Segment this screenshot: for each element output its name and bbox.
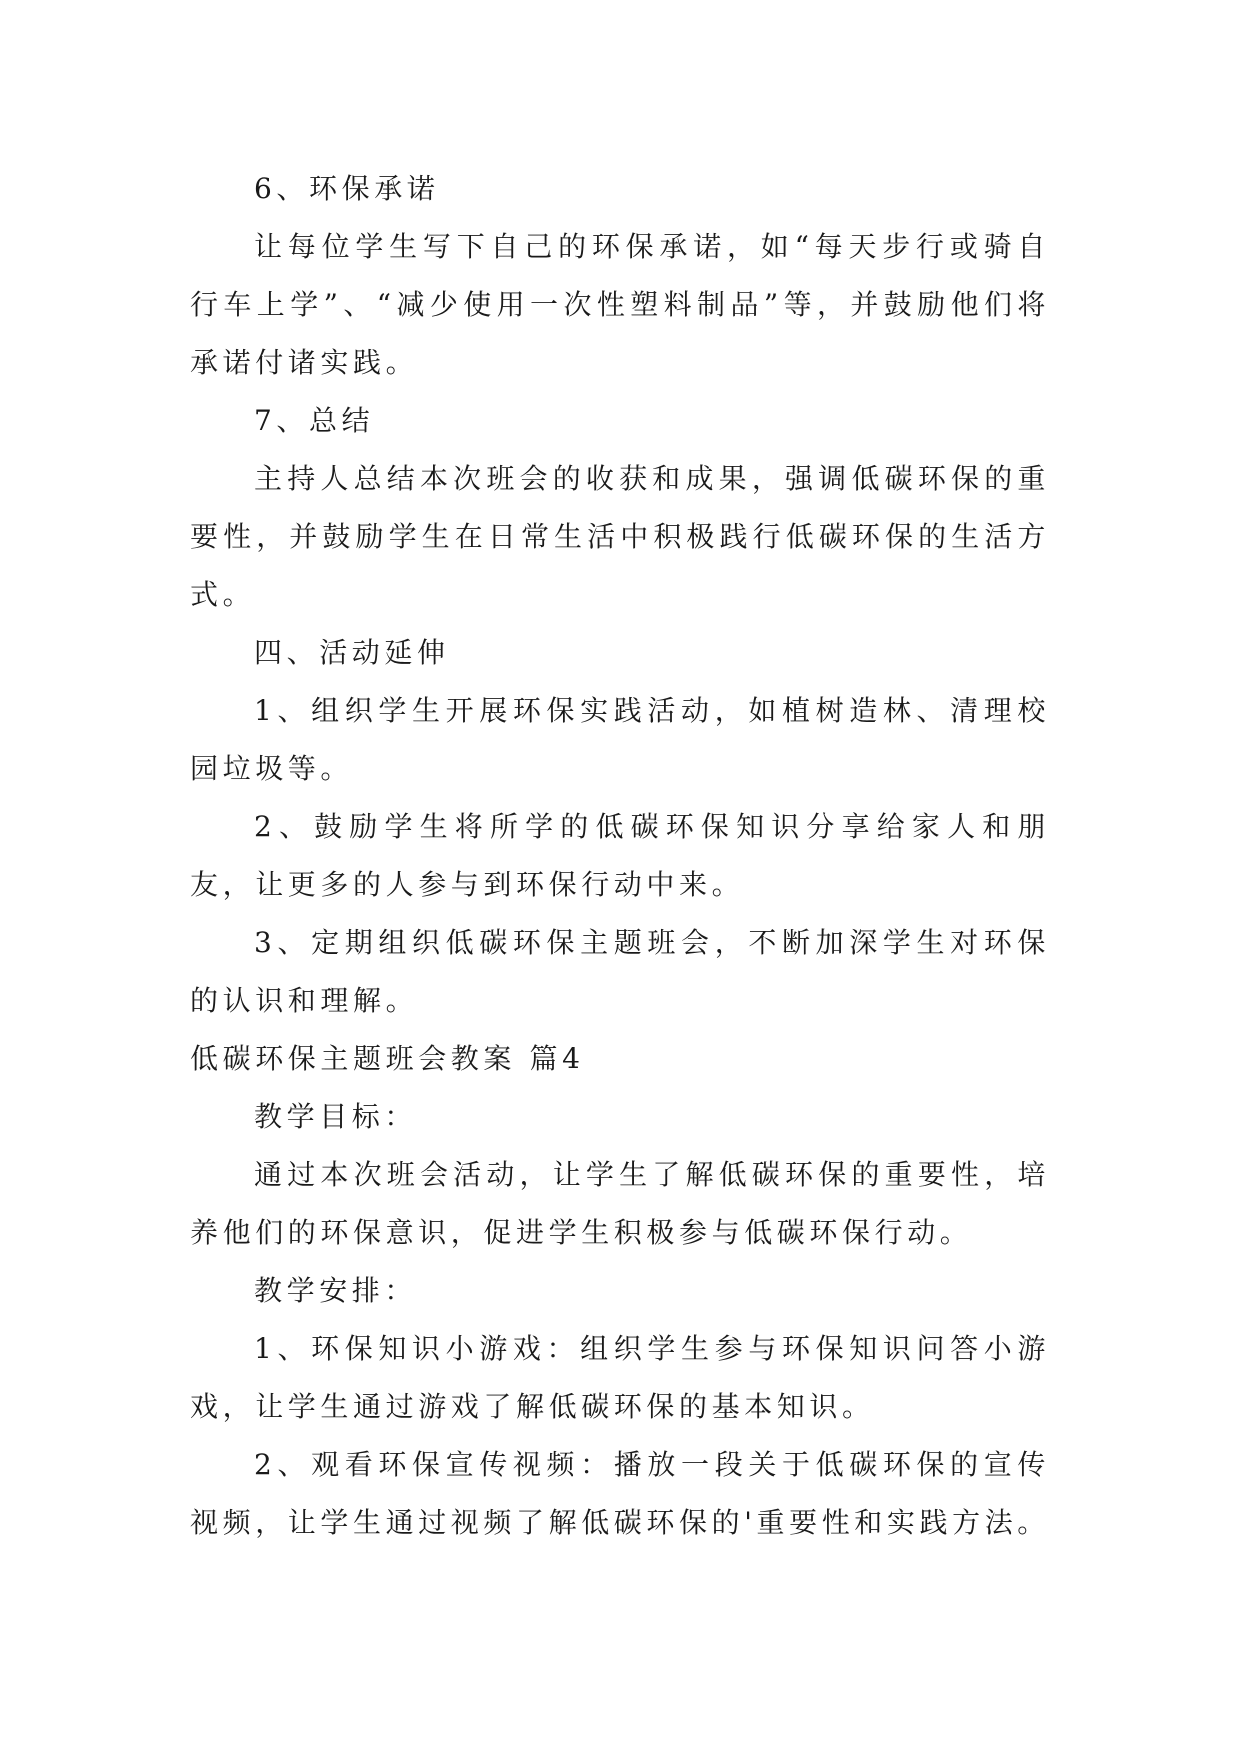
paragraph-extension-1: 1、组织学生开展环保实践活动，如植树造林、清理校园垃圾等。 xyxy=(190,694,1050,785)
paragraph-summary: 主持人总结本次班会的收获和成果，强调低碳环保的重要性，并鼓励学生在日常生活中积极践行低碳环保的生活方式。 xyxy=(190,462,1050,611)
section-heading-summary: 7、总结 xyxy=(254,404,375,437)
document-body xyxy=(190,160,1050,1552)
article-title: 低碳环保主题班会教案 篇4 xyxy=(190,1042,585,1075)
paragraph-arrangement-1: 1、环保知识小游戏：组织学生参与环保知识问答小游戏，让学生通过游戏了解低碳环保的基本知识。 xyxy=(190,1332,1050,1423)
paragraph-extension-2: 2、鼓励学生将所学的低碳环保知识分享给家人和朋友，让更多的人参与到环保行动中来。 xyxy=(190,810,1050,901)
section-heading-goals: 教学目标： xyxy=(254,1100,418,1133)
paragraph-goals: 通过本次班会活动，让学生了解低碳环保的重要性，培养他们的环保意识，促进学生积极参与低碳环保行动。 xyxy=(190,1158,1050,1249)
paragraph-commitment: 让每位学生写下自己的环保承诺，如“每天步行或骑自行车上学”、“减少使用一次性塑料制品”等，并鼓励他们将承诺付诸实践。 xyxy=(190,230,1050,379)
paragraph-arrangement-2: 2、观看环保宣传视频：播放一段关于低碳环保的宣传视频，让学生通过视频了解低碳环保的'重要性和实践方法。 xyxy=(190,1448,1050,1539)
section-heading-arrangement: 教学安排： xyxy=(254,1274,418,1307)
section-heading-extension: 四、活动延伸 xyxy=(254,636,450,669)
paragraph-extension-3: 3、定期组织低碳环保主题班会，不断加深学生对环保的认识和理解。 xyxy=(190,926,1050,1017)
section-heading-commitment: 6、环保承诺 xyxy=(254,172,440,205)
